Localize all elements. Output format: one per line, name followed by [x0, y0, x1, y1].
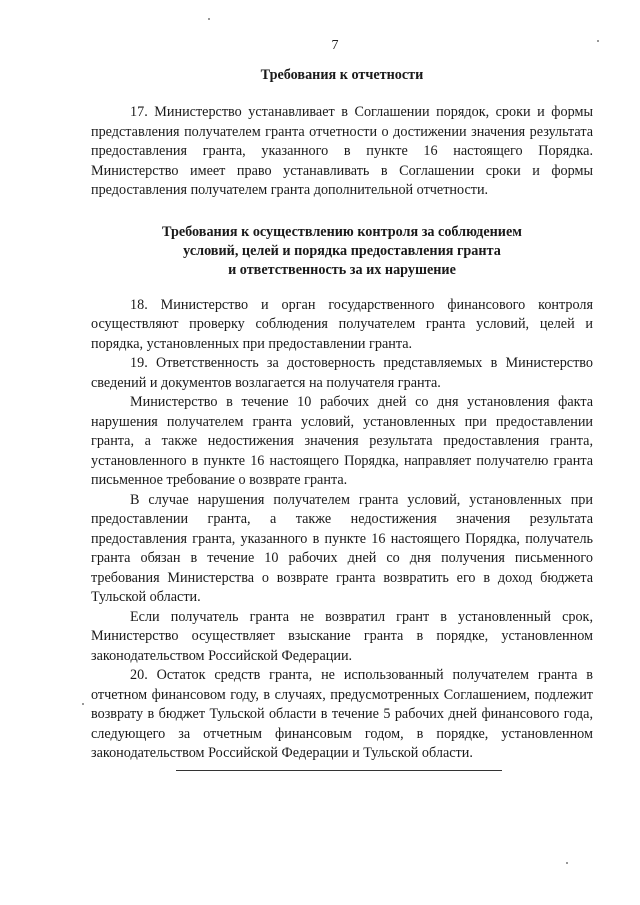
section-heading-line: условий, целей и порядка предоставления гранта	[183, 242, 501, 259]
end-divider	[176, 770, 502, 771]
paragraph-19-violation: Министерство в течение 10 рабочих дней со дня установления факта нарушения получателем гранта условий, установленных при предоставлении гранта, а также недостижения значения результата предоставления гранта, установленного в пункте 16 настоящего Порядка, направляет получателю гранта письменное требование о возврате гранта.	[91, 394, 593, 488]
scan-speck	[208, 18, 210, 20]
scan-speck	[597, 40, 599, 42]
scan-speck	[566, 862, 568, 864]
paragraph-18: 18. Министерство и орган государственного финансового контроля осуществляют проверку соблюдения получателем гранта условий, целей и порядка, установленных при предоставлении гранта.	[91, 296, 593, 352]
page-number: 7	[331, 38, 339, 53]
paragraph-20: 20. Остаток средств гранта, не использованный получателем гранта в отчетном финансовом году, в случаях, предусмотренных Соглашением, подлежит возврату в бюджет Тульской области в течение 5 рабочих дней финансового года, следующего за отчетным финансовым годом, в порядке, установленном законодательством Российской Федерации и Тульской области.	[91, 667, 593, 761]
section-heading-control	[91, 223, 593, 280]
document-body	[91, 66, 593, 764]
paragraph-17: 17. Министерство устанавливает в Соглашении порядок, сроки и формы представления получателем гранта отчетности о достижении значения результата предоставления гранта, указанного в пункте 16 настоящего Порядка. Министерство имеет право устанавливать в Соглашении сроки и формы предоставления получателем гранта дополнительной отчетности.	[91, 104, 593, 198]
paragraph-19: 19. Ответственность за достоверность представляемых в Министерство сведений и документов возлагается на получателя гранта.	[91, 355, 593, 391]
paragraph-19-recovery: Если получатель гранта не возвратил грант в установленный срок, Министерство осуществляет взыскание гранта в порядке, установленном законодательством Российской Федерации.	[91, 608, 593, 664]
section-heading-reporting: Требования к отчетности	[260, 67, 424, 83]
section-heading-line: Требования к осуществлению контроля за соблюдением	[162, 223, 522, 240]
section-heading-line: и ответственность за их нарушение	[228, 261, 456, 278]
scan-speck	[82, 703, 84, 705]
paragraph-19-refund: В случае нарушения получателем гранта условий, установленных при предоставлении гранта, а также недостижения значения результата предоставления гранта, указанного в пункте 16 настоящего Порядка, получатель гранта обязан в течение 10 рабочих дней со дня получения письменного требования Министерства о возврате гранта возвратить его в доход бюджета Тульской области.	[91, 491, 593, 605]
